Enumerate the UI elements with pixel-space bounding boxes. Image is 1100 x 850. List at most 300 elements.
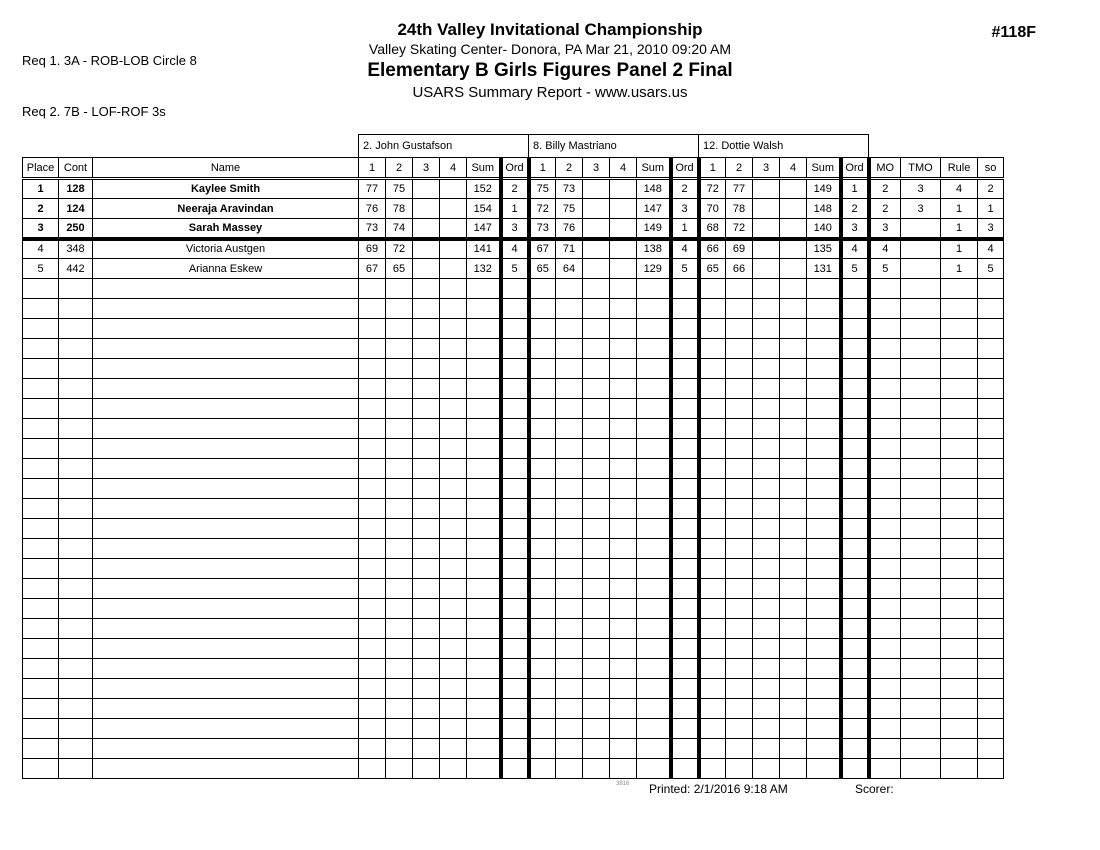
- empty-cell: [413, 319, 440, 339]
- empty-cell: [671, 359, 699, 379]
- empty-cell: [23, 559, 59, 579]
- empty-cell: [501, 379, 529, 399]
- empty-cell: [440, 359, 467, 379]
- requirement-1: Req 1. 3A - ROB-LOB Circle 8: [22, 53, 197, 68]
- empty-cell: [440, 479, 467, 499]
- empty-cell: [610, 319, 637, 339]
- empty-cell: [699, 719, 726, 739]
- empty-cell: [93, 559, 359, 579]
- report-type-line: USARS Summary Report - www.usars.us: [412, 84, 688, 101]
- empty-cell: [780, 479, 807, 499]
- empty-cell: [699, 279, 726, 299]
- header-judge2-2: 2: [556, 158, 583, 179]
- empty-cell: [59, 399, 93, 419]
- majority-ordinal-cell: 5: [869, 259, 901, 279]
- empty-cell: [440, 399, 467, 419]
- empty-cell: [23, 619, 59, 639]
- contestant-number-cell: 348: [59, 239, 93, 259]
- empty-cell: [359, 579, 386, 599]
- empty-cell: [807, 459, 841, 479]
- empty-cell: [529, 519, 556, 539]
- empty-cell: [59, 659, 93, 679]
- empty-cell: [467, 459, 501, 479]
- empty-cell: [93, 339, 359, 359]
- place-cell: 4: [23, 239, 59, 259]
- empty-cell: [59, 339, 93, 359]
- empty-cell: [440, 679, 467, 699]
- empty-cell: [386, 699, 413, 719]
- empty-cell: [941, 479, 978, 499]
- empty-cell: [501, 739, 529, 759]
- empty-cell: [93, 619, 359, 639]
- empty-cell: [941, 659, 978, 679]
- rule-cell: 1: [941, 199, 978, 219]
- empty-cell: [941, 459, 978, 479]
- empty-cell: [59, 499, 93, 519]
- empty-cell: [359, 359, 386, 379]
- empty-cell: [386, 599, 413, 619]
- judge3-score4-cell: [780, 199, 807, 219]
- empty-cell: [59, 619, 93, 639]
- result-row-2: [23, 199, 1004, 219]
- empty-cell: [780, 639, 807, 659]
- empty-row: [23, 619, 1004, 639]
- empty-cell: [978, 579, 1004, 599]
- empty-cell: [978, 319, 1004, 339]
- empty-cell: [941, 539, 978, 559]
- empty-cell: [901, 279, 941, 299]
- empty-cell: [637, 499, 671, 519]
- empty-cell: [637, 419, 671, 439]
- empty-cell: [671, 719, 699, 739]
- empty-cell: [869, 519, 901, 539]
- skater-name-cell: Neeraja Aravindan: [93, 199, 359, 219]
- empty-cell: [413, 479, 440, 499]
- empty-cell: [413, 279, 440, 299]
- empty-cell: [93, 699, 359, 719]
- empty-cell: [671, 439, 699, 459]
- judge2-score3-cell: [583, 219, 610, 239]
- contestant-number-cell: 128: [59, 179, 93, 199]
- empty-cell: [413, 719, 440, 739]
- empty-cell: [23, 659, 59, 679]
- empty-cell: [467, 299, 501, 319]
- empty-cell: [467, 619, 501, 639]
- empty-cell: [23, 759, 59, 779]
- empty-cell: [93, 719, 359, 739]
- judge3-ordinal-cell: 2: [841, 199, 869, 219]
- empty-cell: [901, 399, 941, 419]
- empty-cell: [501, 439, 529, 459]
- empty-cell: [610, 419, 637, 439]
- place-cell: 5: [23, 259, 59, 279]
- empty-cell: [780, 679, 807, 699]
- empty-cell: [869, 439, 901, 459]
- empty-cell: [671, 699, 699, 719]
- judge2-score4-cell: [610, 219, 637, 239]
- empty-row: [23, 339, 1004, 359]
- empty-cell: [807, 419, 841, 439]
- empty-cell: [780, 319, 807, 339]
- empty-row: [23, 679, 1004, 699]
- empty-cell: [529, 559, 556, 579]
- judge2-ordinal-cell: 3: [671, 199, 699, 219]
- empty-cell: [93, 379, 359, 399]
- empty-cell: [93, 299, 359, 319]
- empty-cell: [637, 599, 671, 619]
- empty-row: [23, 639, 1004, 659]
- empty-cell: [780, 359, 807, 379]
- empty-cell: [386, 619, 413, 639]
- empty-cell: [359, 539, 386, 559]
- empty-cell: [941, 739, 978, 759]
- empty-cell: [23, 579, 59, 599]
- empty-cell: [780, 539, 807, 559]
- empty-cell: [583, 539, 610, 559]
- empty-cell: [23, 399, 59, 419]
- empty-row: [23, 299, 1004, 319]
- empty-cell: [413, 399, 440, 419]
- judge1-score4-cell: [440, 259, 467, 279]
- empty-cell: [440, 739, 467, 759]
- empty-cell: [583, 619, 610, 639]
- empty-cell: [440, 379, 467, 399]
- empty-cell: [901, 619, 941, 639]
- judge3-sum-cell: 131: [807, 259, 841, 279]
- empty-cell: [467, 639, 501, 659]
- empty-cell: [841, 419, 869, 439]
- empty-cell: [699, 359, 726, 379]
- judge1-score1-cell: 67: [359, 259, 386, 279]
- judge3-score2-cell: 72: [726, 219, 753, 239]
- empty-cell: [978, 499, 1004, 519]
- empty-cell: [637, 339, 671, 359]
- judge3-sum-cell: 149: [807, 179, 841, 199]
- empty-cell: [386, 339, 413, 359]
- judge2-ordinal-cell: 2: [671, 179, 699, 199]
- empty-cell: [359, 319, 386, 339]
- empty-cell: [467, 439, 501, 459]
- empty-cell: [501, 499, 529, 519]
- empty-cell: [699, 619, 726, 639]
- judge2-score1-cell: 65: [529, 259, 556, 279]
- empty-cell: [699, 679, 726, 699]
- empty-cell: [610, 659, 637, 679]
- empty-cell: [501, 339, 529, 359]
- empty-cell: [556, 499, 583, 519]
- empty-cell: [93, 739, 359, 759]
- header-judge2-1: 1: [529, 158, 556, 179]
- empty-cell: [413, 679, 440, 699]
- rule-cell: 1: [941, 239, 978, 259]
- empty-cell: [501, 619, 529, 639]
- empty-cell: [941, 439, 978, 459]
- judge2-sum-cell: 129: [637, 259, 671, 279]
- empty-cell: [699, 459, 726, 479]
- empty-cell: [637, 659, 671, 679]
- empty-cell: [386, 499, 413, 519]
- empty-cell: [359, 399, 386, 419]
- empty-cell: [23, 359, 59, 379]
- empty-cell: [583, 519, 610, 539]
- empty-cell: [901, 679, 941, 699]
- empty-cell: [501, 419, 529, 439]
- empty-cell: [807, 579, 841, 599]
- empty-cell: [869, 539, 901, 559]
- empty-cell: [413, 539, 440, 559]
- empty-cell: [23, 459, 59, 479]
- judge3-score4-cell: [780, 239, 807, 259]
- empty-cell: [978, 599, 1004, 619]
- judge2-score3-cell: [583, 179, 610, 199]
- judge2-ordinal-cell: 4: [671, 239, 699, 259]
- empty-cell: [59, 599, 93, 619]
- column-header-row: [23, 158, 1004, 179]
- judge3-ordinal-cell: 4: [841, 239, 869, 259]
- result-row-3: [23, 219, 1004, 239]
- empty-cell: [413, 339, 440, 359]
- judge2-score4-cell: [610, 259, 637, 279]
- judge-name-cell-3: 12. Dottie Walsh: [699, 135, 869, 158]
- judge2-score2-cell: 71: [556, 239, 583, 259]
- empty-cell: [501, 579, 529, 599]
- empty-cell: [583, 599, 610, 619]
- empty-row: [23, 379, 1004, 399]
- empty-cell: [671, 619, 699, 639]
- judge1-score2-cell: 75: [386, 179, 413, 199]
- empty-cell: [699, 599, 726, 619]
- empty-cell: [556, 559, 583, 579]
- empty-cell: [671, 599, 699, 619]
- empty-cell: [807, 499, 841, 519]
- empty-cell: [807, 699, 841, 719]
- empty-cell: [901, 579, 941, 599]
- empty-cell: [23, 699, 59, 719]
- empty-cell: [529, 339, 556, 359]
- empty-cell: [386, 379, 413, 399]
- empty-cell: [359, 479, 386, 499]
- empty-cell: [637, 379, 671, 399]
- judge3-score2-cell: 69: [726, 239, 753, 259]
- judge3-score1-cell: 72: [699, 179, 726, 199]
- empty-cell: [753, 519, 780, 539]
- empty-cell: [93, 579, 359, 599]
- empty-cell: [583, 339, 610, 359]
- empty-cell: [753, 379, 780, 399]
- empty-cell: [610, 559, 637, 579]
- empty-cell: [807, 759, 841, 779]
- event-number: #118F: [991, 24, 1036, 41]
- empty-cell: [359, 559, 386, 579]
- empty-cell: [637, 719, 671, 739]
- empty-cell: [901, 299, 941, 319]
- empty-row: [23, 719, 1004, 739]
- empty-cell: [780, 459, 807, 479]
- empty-cell: [869, 399, 901, 419]
- empty-cell: [93, 399, 359, 419]
- empty-cell: [556, 699, 583, 719]
- empty-cell: [671, 759, 699, 779]
- skater-name-cell: Victoria Austgen: [93, 239, 359, 259]
- empty-cell: [386, 359, 413, 379]
- empty-cell: [869, 739, 901, 759]
- empty-cell: [753, 279, 780, 299]
- empty-cell: [978, 759, 1004, 779]
- empty-cell: [753, 699, 780, 719]
- empty-cell: [726, 599, 753, 619]
- empty-cell: [671, 559, 699, 579]
- empty-cell: [637, 619, 671, 639]
- empty-cell: [529, 739, 556, 759]
- judge2-score3-cell: [583, 259, 610, 279]
- empty-cell: [529, 279, 556, 299]
- empty-cell: [386, 579, 413, 599]
- championship-title: 24th Valley Invitational Championship: [397, 20, 703, 39]
- empty-cell: [753, 719, 780, 739]
- empty-cell: [413, 519, 440, 539]
- empty-cell: [583, 299, 610, 319]
- empty-cell: [583, 419, 610, 439]
- sum-ordinals-cell: 5: [978, 259, 1004, 279]
- judge3-ordinal-cell: 1: [841, 179, 869, 199]
- judge3-score2-cell: 78: [726, 199, 753, 219]
- empty-cell: [59, 719, 93, 739]
- empty-row: [23, 519, 1004, 539]
- empty-cell: [359, 339, 386, 359]
- empty-cell: [610, 679, 637, 699]
- sum-ordinals-cell: 2: [978, 179, 1004, 199]
- empty-cell: [467, 419, 501, 439]
- judge3-score3-cell: [753, 179, 780, 199]
- judge2-score3-cell: [583, 239, 610, 259]
- empty-cell: [467, 559, 501, 579]
- empty-cell: [699, 419, 726, 439]
- empty-cell: [726, 299, 753, 319]
- empty-cell: [93, 539, 359, 559]
- empty-cell: [978, 719, 1004, 739]
- empty-cell: [869, 299, 901, 319]
- empty-cell: [583, 379, 610, 399]
- empty-cell: [978, 739, 1004, 759]
- empty-cell: [467, 679, 501, 699]
- empty-cell: [726, 379, 753, 399]
- empty-cell: [978, 299, 1004, 319]
- empty-cell: [869, 279, 901, 299]
- empty-cell: [726, 339, 753, 359]
- empty-cell: [556, 299, 583, 319]
- empty-cell: [941, 359, 978, 379]
- empty-cell: [386, 519, 413, 539]
- empty-cell: [901, 319, 941, 339]
- empty-cell: [529, 699, 556, 719]
- empty-cell: [59, 559, 93, 579]
- empty-cell: [386, 539, 413, 559]
- rule-cell: 4: [941, 179, 978, 199]
- empty-cell: [23, 439, 59, 459]
- empty-cell: [413, 439, 440, 459]
- empty-cell: [699, 439, 726, 459]
- judge2-score2-cell: 73: [556, 179, 583, 199]
- judge-row-right-spacer: [869, 135, 1004, 158]
- empty-cell: [529, 459, 556, 479]
- empty-cell: [699, 579, 726, 599]
- empty-cell: [637, 539, 671, 559]
- judge3-sum-cell: 140: [807, 219, 841, 239]
- empty-cell: [23, 339, 59, 359]
- empty-cell: [386, 739, 413, 759]
- empty-cell: [386, 399, 413, 419]
- empty-cell: [901, 519, 941, 539]
- empty-cell: [637, 319, 671, 339]
- empty-cell: [440, 439, 467, 459]
- judge3-score3-cell: [753, 239, 780, 259]
- empty-cell: [869, 479, 901, 499]
- empty-cell: [753, 299, 780, 319]
- empty-cell: [529, 659, 556, 679]
- empty-cell: [753, 559, 780, 579]
- empty-cell: [610, 539, 637, 559]
- empty-cell: [359, 659, 386, 679]
- empty-cell: [941, 699, 978, 719]
- empty-row: [23, 579, 1004, 599]
- empty-cell: [726, 479, 753, 499]
- empty-cell: [359, 459, 386, 479]
- empty-cell: [501, 699, 529, 719]
- empty-cell: [869, 459, 901, 479]
- empty-cell: [901, 439, 941, 459]
- empty-cell: [901, 699, 941, 719]
- judge3-sum-cell: 148: [807, 199, 841, 219]
- empty-cell: [807, 339, 841, 359]
- empty-cell: [93, 479, 359, 499]
- empty-cell: [699, 319, 726, 339]
- empty-cell: [941, 599, 978, 619]
- empty-cell: [978, 679, 1004, 699]
- empty-cell: [726, 579, 753, 599]
- empty-cell: [726, 419, 753, 439]
- empty-cell: [978, 539, 1004, 559]
- empty-cell: [637, 739, 671, 759]
- empty-cell: [501, 539, 529, 559]
- skater-name-cell: Sarah Massey: [93, 219, 359, 239]
- judge2-score4-cell: [610, 179, 637, 199]
- empty-cell: [841, 399, 869, 419]
- judge3-sum-cell: 135: [807, 239, 841, 259]
- empty-cell: [807, 619, 841, 639]
- results-table-head: [23, 135, 1004, 179]
- total-majority-ordinal-cell: [901, 219, 941, 239]
- empty-cell: [901, 719, 941, 739]
- empty-cell: [726, 759, 753, 779]
- empty-cell: [726, 659, 753, 679]
- empty-cell: [23, 319, 59, 339]
- empty-cell: [807, 299, 841, 319]
- total-majority-ordinal-cell: [901, 239, 941, 259]
- judge1-score1-cell: 77: [359, 179, 386, 199]
- empty-row: [23, 739, 1004, 759]
- empty-cell: [467, 279, 501, 299]
- empty-cell: [359, 419, 386, 439]
- majority-ordinal-cell: 2: [869, 199, 901, 219]
- empty-cell: [901, 599, 941, 619]
- empty-cell: [583, 659, 610, 679]
- empty-cell: [699, 499, 726, 519]
- empty-cell: [978, 639, 1004, 659]
- venue-date-line: Valley Skating Center- Donora, PA Mar 21, 2010 09:20 AM: [368, 41, 732, 57]
- empty-cell: [671, 579, 699, 599]
- empty-cell: [841, 659, 869, 679]
- empty-cell: [93, 319, 359, 339]
